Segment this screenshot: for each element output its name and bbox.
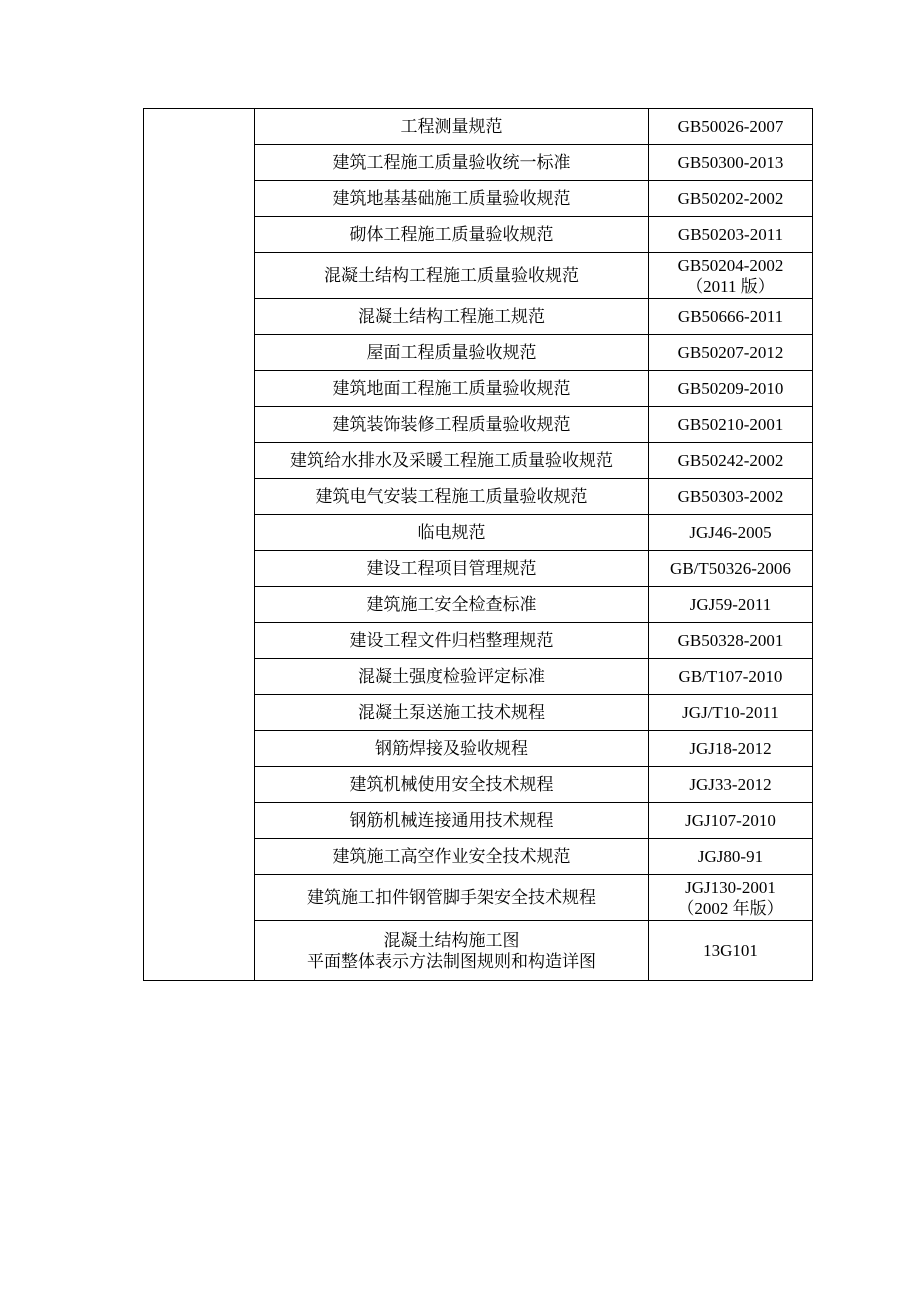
standard-code-note: （2011 版） — [686, 276, 775, 296]
standard-code: JGJ46-2005 — [649, 515, 813, 551]
standard-name: 建筑施工安全检查标准 — [255, 587, 649, 623]
standard-name: 建筑工程施工质量验收统一标准 — [255, 145, 649, 181]
standard-name: 钢筋焊接及验收规程 — [255, 731, 649, 767]
standard-name: 建筑电气安装工程施工质量验收规范 — [255, 479, 649, 515]
standard-code-note: （2002 年版） — [677, 898, 784, 918]
standard-code: JGJ33-2012 — [649, 767, 813, 803]
standard-code-cell — [649, 875, 813, 921]
standard-code: GB50303-2002 — [649, 479, 813, 515]
standard-code: JGJ130-2001 — [685, 877, 776, 897]
standard-name: 建筑给水排水及采暖工程施工质量验收规范 — [255, 443, 649, 479]
standard-name: 建筑装饰装修工程质量验收规范 — [255, 407, 649, 443]
standard-name: 混凝土结构施工图 — [383, 930, 520, 950]
standard-code: GB50210-2001 — [649, 407, 813, 443]
standard-code: GB50666-2011 — [649, 299, 813, 335]
standard-name: 钢筋机械连接通用技术规程 — [255, 803, 649, 839]
standard-code-cell — [649, 253, 813, 299]
standard-name: 建筑施工高空作业安全技术规范 — [255, 839, 649, 875]
standard-code: JGJ18-2012 — [649, 731, 813, 767]
standard-code: JGJ/T10-2011 — [649, 695, 813, 731]
standard-code: GB50300-2013 — [649, 145, 813, 181]
standard-code: 13G101 — [649, 921, 813, 981]
standard-name: 混凝土结构工程施工规范 — [255, 299, 649, 335]
standard-code: GB50328-2001 — [649, 623, 813, 659]
table-row — [144, 109, 813, 145]
standard-code: GB50209-2010 — [649, 371, 813, 407]
standard-name: 混凝土泵送施工技术规程 — [255, 695, 649, 731]
standard-code: GB50026-2007 — [649, 109, 813, 145]
standard-code: GB50207-2012 — [649, 335, 813, 371]
standard-name-line2: 平面整体表示方法制图规则和构造详图 — [307, 951, 596, 971]
standard-code: GB/T50326-2006 — [649, 551, 813, 587]
standard-name: 工程测量规范 — [255, 109, 649, 145]
standard-name-cell — [255, 921, 649, 981]
standard-name: 临电规范 — [255, 515, 649, 551]
category-cell — [144, 109, 255, 981]
standard-name: 建设工程项目管理规范 — [255, 551, 649, 587]
standard-name: 混凝土结构工程施工质量验收规范 — [255, 253, 649, 299]
standard-name: 混凝土强度检验评定标准 — [255, 659, 649, 695]
standard-code: JGJ107-2010 — [649, 803, 813, 839]
standard-name: 建筑施工扣件钢管脚手架安全技术规程 — [255, 875, 649, 921]
standard-name: 建设工程文件归档整理规范 — [255, 623, 649, 659]
standard-code: GB50242-2002 — [649, 443, 813, 479]
standard-name: 砌体工程施工质量验收规范 — [255, 217, 649, 253]
standard-name: 屋面工程质量验收规范 — [255, 335, 649, 371]
standard-code: GB50202-2002 — [649, 181, 813, 217]
standard-name: 建筑地面工程施工质量验收规范 — [255, 371, 649, 407]
standards-table — [143, 108, 813, 981]
standard-name: 建筑地基基础施工质量验收规范 — [255, 181, 649, 217]
standard-name: 建筑机械使用安全技术规程 — [255, 767, 649, 803]
standard-code: GB50203-2011 — [649, 217, 813, 253]
standard-code: JGJ80-91 — [649, 839, 813, 875]
standard-code: GB50204-2002 — [677, 255, 784, 275]
standard-code: JGJ59-2011 — [649, 587, 813, 623]
standard-code: GB/T107-2010 — [649, 659, 813, 695]
